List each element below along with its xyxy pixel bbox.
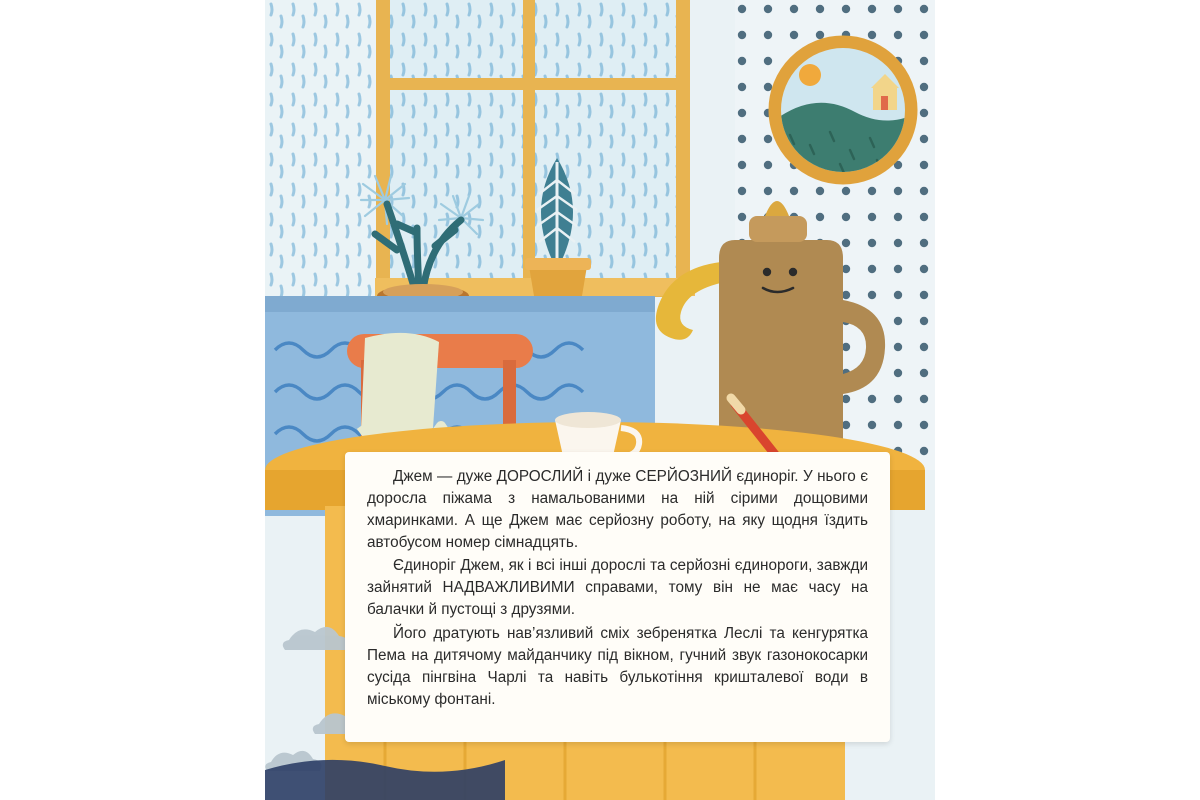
left-margin <box>0 0 265 800</box>
mirror-group <box>773 40 915 180</box>
story-paragraph-3: Його дратують нав’язливий сміх зебренятка Леслі та кенгурятка Пема на дитячому майданчику під вікном, гучний звук газонокосарки сусіда пінгвіна Чарлі та навіть булькотіння кришталевої води в міському фонтані. <box>367 625 868 708</box>
story-paragraph-1: Джем — дуже ДОРОСЛИЙ і дуже СЕРЙОЗНИЙ єдиноріг. У нього є доросла піжама з намальованими на ній сірими дощовими хмаринками. А ще Джем має серйозну роботу, на яку щодня їздить автобусом номер сімнадцять. <box>367 468 868 551</box>
right-margin <box>935 0 1200 800</box>
window-group <box>375 0 695 296</box>
story-text-card <box>345 452 890 742</box>
story-paragraph-2: Єдиноріг Джем, як і всі інші дорослі та серйозні єдинороги, завжди зайнятий НАДВАЖЛИВИМИ справами, тому він не має часу на балачки й пустощі з друзями. <box>367 557 868 619</box>
